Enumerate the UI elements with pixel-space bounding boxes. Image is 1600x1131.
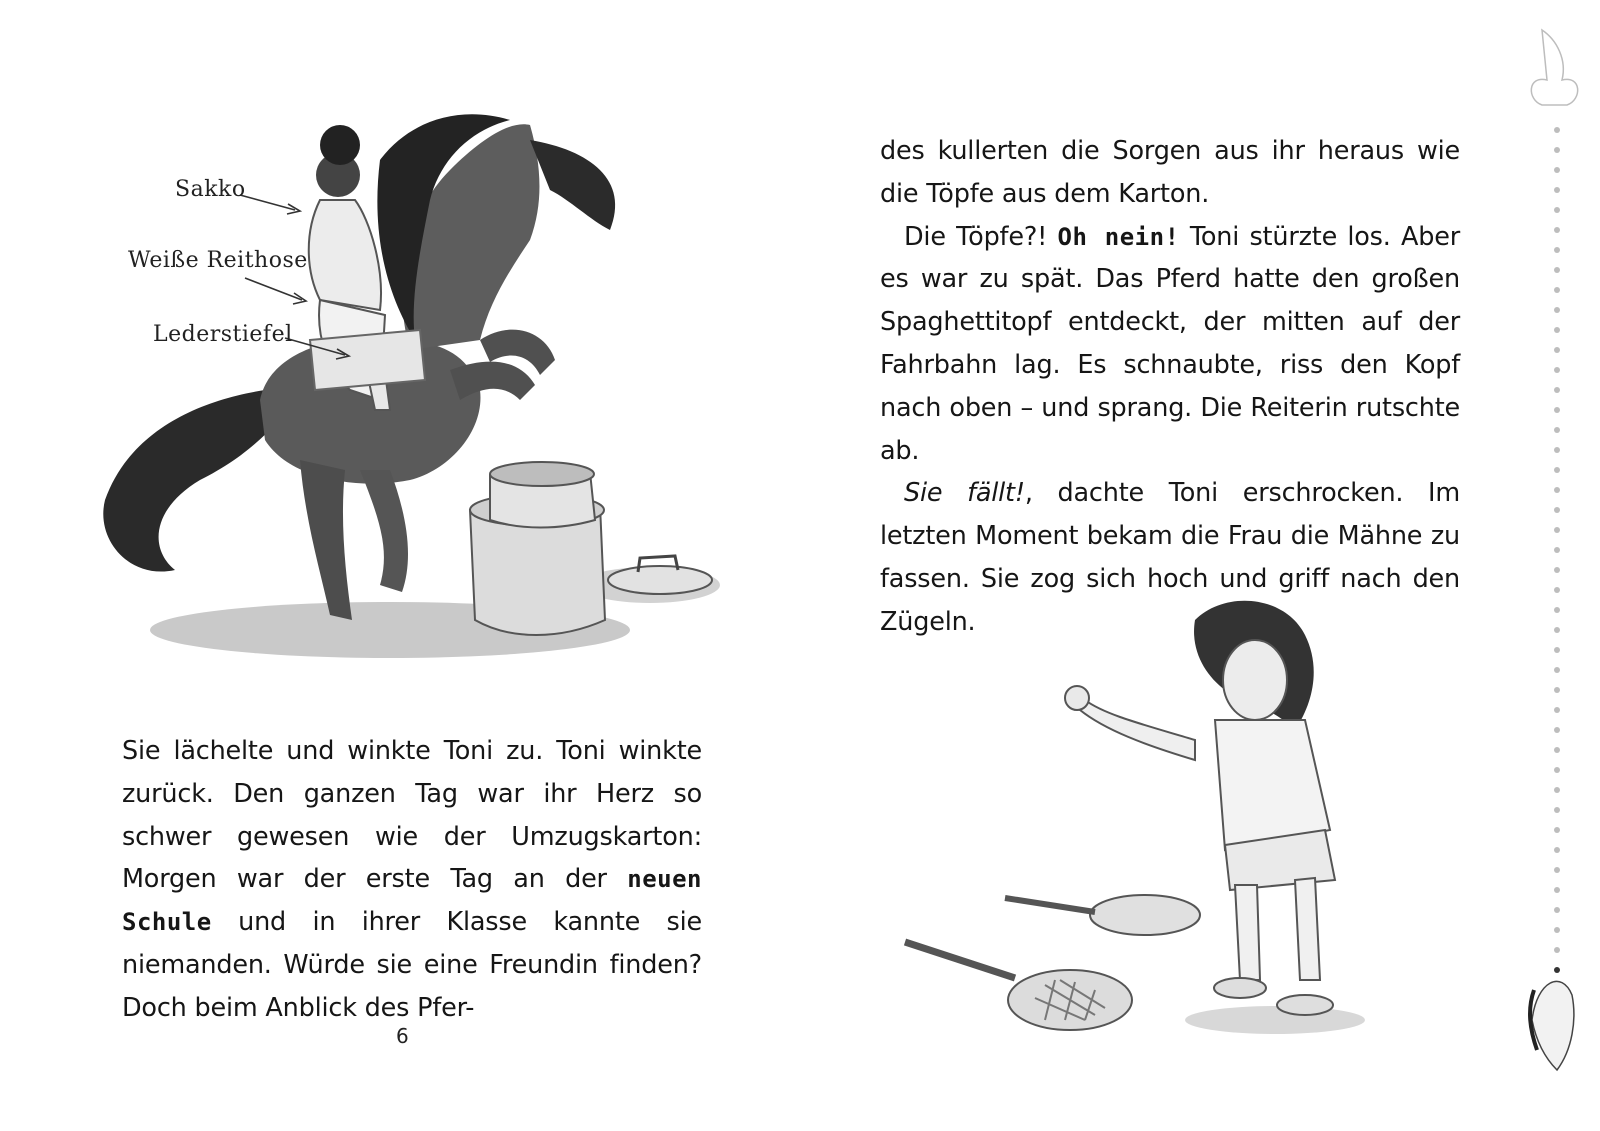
right-text-block [880, 130, 1460, 644]
emphasis-oh-nein: Oh nein! [1057, 222, 1180, 251]
left-paragraph-part2: und in ihrer Klasse kannte sie niemanden. Würde sie eine Freundin finden? Doch beim Anblick des Pfer- [122, 907, 702, 1023]
paragraph-sie-faellt-rest: , dachte Toni erschrocken. Im letzten Moment bekam die Frau die Mähne zu fassen. Sie zog sich hoch und griff nach den Zügeln. [880, 478, 1460, 637]
page-number: 6 [396, 1024, 409, 1048]
label-sakko: Sakko [175, 177, 246, 202]
decorative-dot-border [1522, 20, 1592, 1100]
italic-sie-faellt: Sie fällt! [904, 478, 1025, 509]
label-reithose: Weiße Reithose [128, 248, 308, 273]
paragraph-toepfe-part2: Toni stürzte los. Aber es war zu spät. Das Pferd hatte den großen Spaghettitopf entdeckt, der mitten auf der Fahrbahn lag. Es schnaubte, riss den Kopf nach oben – und sprang. Die Reiterin rutschte ab. [880, 221, 1461, 466]
left-paragraph [122, 730, 702, 1030]
toni-startled-illustration [895, 580, 1375, 1060]
left-paragraph-part1: Sie lächelte und winkte Toni zu. Toni winkte zurück. Den ganzen Tag war ihr Herz so schwer gewesen wie der Umzugskarton: Morgen war der erste Tag an der [122, 736, 702, 895]
right-page [800, 0, 1600, 1131]
label-lederstiefel: Lederstiefel [153, 322, 293, 347]
paragraph-toepfe-part1: Die Töpfe?! [904, 221, 1058, 252]
paragraph-continuation: des kullerten die Sorgen aus ihr heraus wie die Töpfe aus dem Karton. [880, 136, 1460, 209]
paragraph-toepfe [880, 216, 1460, 473]
emphasis-neuen-schule: neuen Schule [122, 865, 702, 937]
